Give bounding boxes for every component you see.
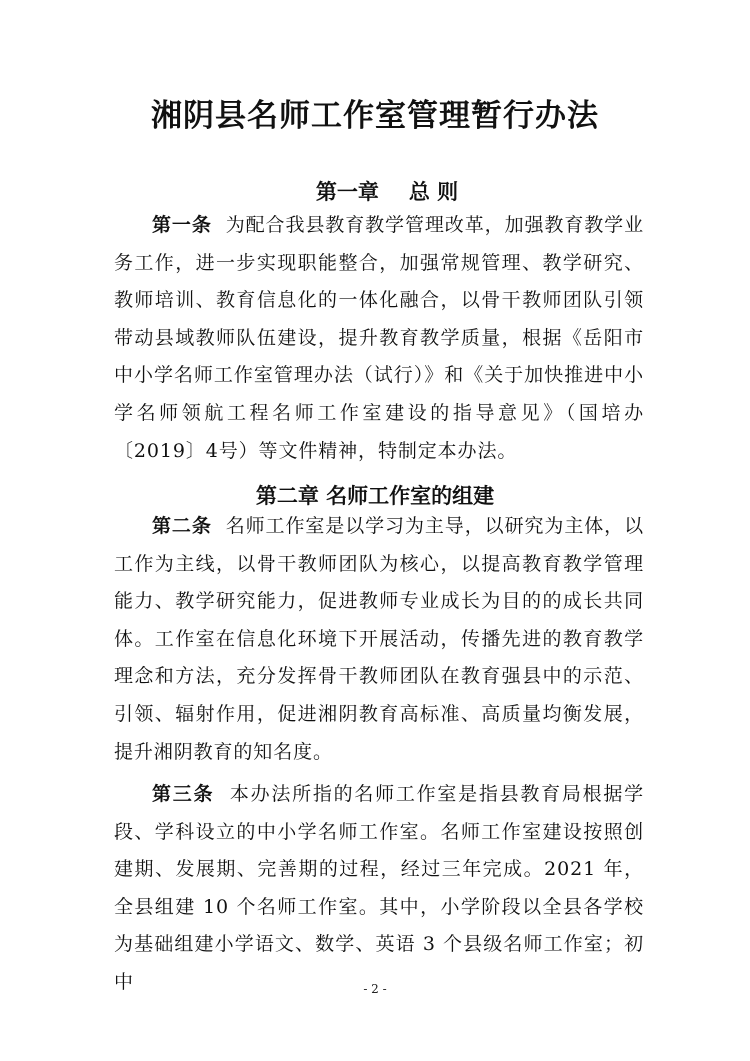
article-2-text: 名师工作室是以学习为主导，以研究为主体，以工作为主线，以骨干教师团队为核心，以提高教育教学管理能力、教学研究能力，促进教师专业成长为目的的成长共同体。工作室在信息化环境下开展活动，传播先进的教育教学理念和方法，充分发挥骨干教师团队在教育强县中的示范、引领、辐射作用，促进湘阴教育高标准、高质量均衡发展，提升湘阴教育的知名度。 — [114, 515, 644, 763]
article-1-label: 第一条 — [152, 214, 212, 236]
article-2 — [114, 508, 644, 771]
article-1 — [114, 207, 644, 470]
chapter-1-heading — [12, 176, 750, 206]
document-title: 湘阴县名师工作室管理暂行办法 — [151, 98, 599, 134]
chapter-1-title: 总 则 — [408, 180, 459, 204]
page-number: - 2 - — [363, 982, 387, 996]
article-3 — [114, 776, 644, 1002]
article-1-text: 为配合我县教育教学管理改革，加强教育教学业务工作，进一步实现职能整合，加强常规管理、教学研究、教师培训、教育信息化的一体化融合，以骨干教师团队引领带动县域教师队伍建设，提升教育教学质量，根据《岳阳市中小学名师工作室管理办法（试行）》和《关于加快推进中小学名师领航工程名师工作室建设的指导意见》（国培办〔2019〕4号）等文件精神，特制定本办法。 — [114, 214, 644, 462]
chapter-1-number: 第一章 — [315, 180, 379, 204]
chapter-2-heading: 第二章 名师工作室的组建 — [255, 484, 495, 508]
article-3-label: 第三条 — [152, 783, 215, 805]
article-3-text: 本办法所指的名师工作室是指县教育局根据学段、学科设立的中小学名师工作室。名师工作室建设按照创建期、发展期、完善期的过程，经过三年完成。2021 年，全县组建 10 个名师工作室。其中，小学阶段以全县各学校为基础组建小学语文、数学、英语 3 个县级名师工作室；初中 — [114, 783, 644, 993]
article-2-label: 第二条 — [152, 515, 212, 537]
